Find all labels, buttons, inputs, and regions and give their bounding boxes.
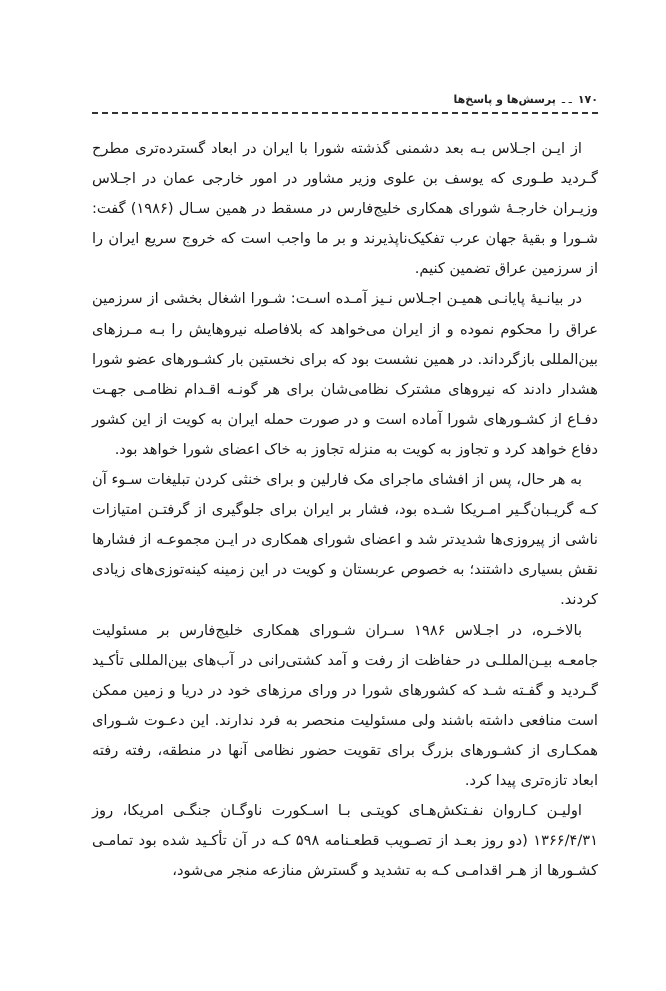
running-header [92, 88, 598, 114]
paragraph-5: اولیـن کـاروان نفـتکش‌هـای کویتـی بـا اسـکورت ناوگـان جنگـی امریکا، روز ۱۳۶۶/۴/۳۱ (دو روز بعـد از تصـویب قطعـنامه ۵۹۸ کـه در آن تأکـید شده بود تمامـی کشـورها از هـر اقدامـی کـه به تشدید و گسترش منازعه منجر می‌شود، [92, 802, 598, 880]
paragraph-4: بالاخـره، در اجـلاس ۱۹۸۶ سـران شـورای همکاری خلیج‌فارس بر مسئولیت جامعـه بیـن‌المللـی در حفاظت از رفت و آمد کشتی‌رانی در آب‌های بین‌المللی تأکـید گـردید و گفـته شـد که کشورهای شورا در ورای مرزهای خود در دریا و زمین ممکن است منافعی داشته باشند ولی مسئولیت منحصر به فرد ندارند. این دعـوت شـورای همکـاری از کشـورهای بزرگ برای تقویت حضور نظامی آنها در منطقه، رفته رفته ابعاد تازه‌تری پیدا کرد. [92, 621, 598, 789]
book-page [92, 88, 598, 968]
paragraph-2: در بیانـیۀ پایانـی همیـن اجـلاس نـیز آمـده اسـت: شـورا اشغال بخشی از سرزمین عراق را محکوم نموده و از ایران می‌خواهد که بلافاصله نیروهایش را بـه مـرزهای بین‌المللی بازگرداند. در همین نشست بود که برای نخستین بار کشـورهای عضو شورا هشدار دادند که نیروهای مشترک نظامی‌شان برای هر گونـه اقـدام نظامـی جهـت دفـاع از کشـورهای شورا آماده است و در صورت حمله ایران به کویت از این کشور دفاع خواهد کرد و تجاوز به کویت به منزله تجاوز به خاک اعضای شورا خواهد بود. [92, 290, 598, 458]
header-separator: ـ ـ [561, 92, 572, 106]
paragraph-3: به هر حال، پس از افشای ماجرای مک فارلین و برای خنثی کردن تبلیغات سـوء آن کـه گریـبان‌گـیر امـریکا شـده بود، فشار بر ایران برای جلوگیری از گرفتـن امتیازات ناشی از پیروزی‌ها شدیدتر شد و اعضای شورای همکاری در ایـن مجموعـه از فشارها نقش بسیاری داشتند؛ به خصوص عربستان و کویت در این زمینه کینه‌توزی‌های زیادی کردند. [92, 471, 598, 609]
running-title: پرسش‌ها و پاسخ‌ها [453, 92, 556, 106]
page-number: ۱۷۰ [577, 92, 598, 106]
paragraph-1: از ایـن اجـلاس بـه بعد دشمنی گذشته شورا با ایران در ابعاد گسترده‌تری مطرح گـردید طـوری که یوسف بن علوی وزیر مشاور در امور خارجی عمان در اجـلاس وزیـران خارجـۀ شورای همکاری خلیج‌فارس در مسقط در همین سـال (۱۹۸۶) گفت: شـورا و بقیۀ جهان عرب تفکیک‌ناپذیرند و بر ما واجب است که خروج سریع ایران را از سرزمین عراق تضمین کنیم. [92, 140, 598, 278]
body-text [92, 134, 598, 886]
